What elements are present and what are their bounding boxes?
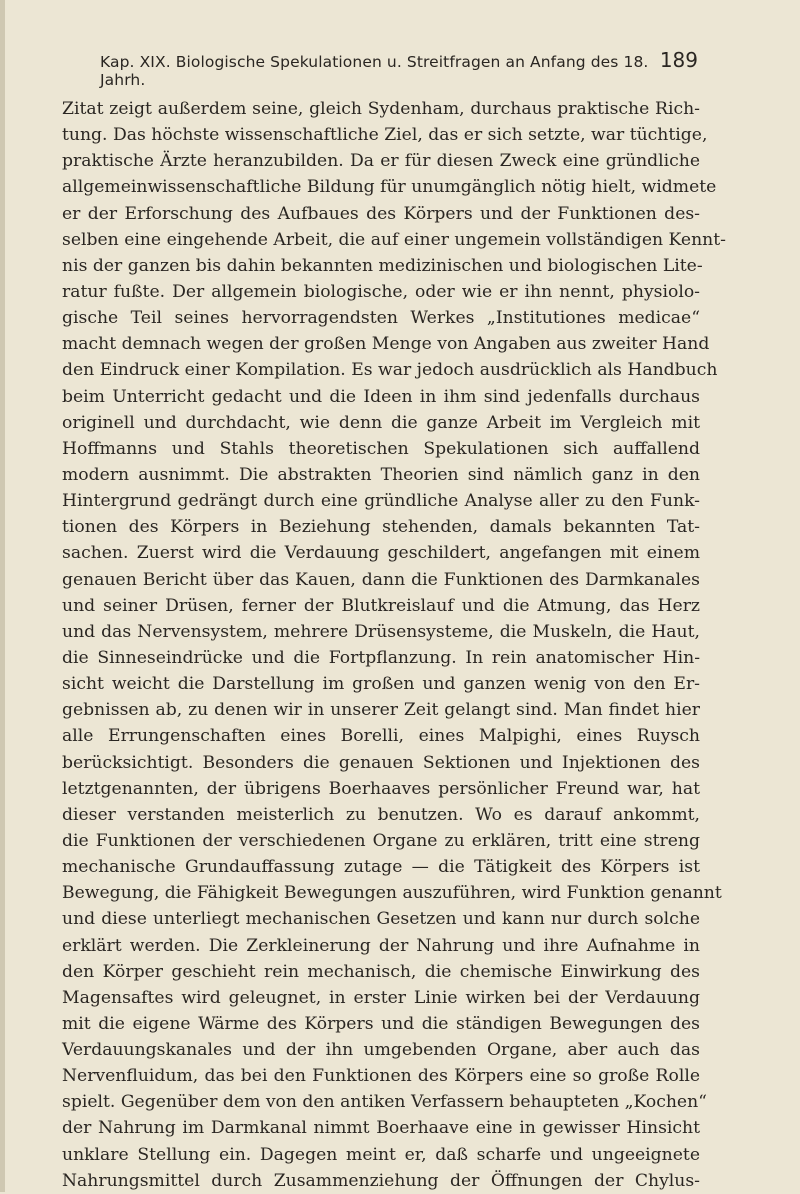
text-line: und das Nervensystem, mehrere Drüsensysteme, die Muskeln, die Haut,	[62, 621, 700, 642]
text-line: die Sinneseindrücke und die Fortpflanzung. In rein anatomischer Hin-	[62, 647, 700, 668]
page-header	[100, 48, 698, 89]
text-line: allgemeinwissenschaftliche Bildung für unumgänglich nötig hielt, widmete	[62, 177, 717, 198]
text-line: beim Unterricht gedacht und die Ideen in ihm sind jedenfalls durchaus	[62, 386, 700, 407]
text-line: dieser verstanden meisterlich zu benutzen. Wo es darauf ankommt,	[62, 804, 700, 825]
page-binding-edge	[0, 0, 5, 1192]
text-line: er der Erforschung des Aufbaues des Körpers und der Funktionen des-	[62, 203, 700, 224]
text-line: der Nahrung im Darmkanal nimmt Boerhaave eine in gewisser Hinsicht	[62, 1118, 700, 1139]
text-line: mechanische Grundauffassung zutage — die Tätigkeit des Körpers ist	[62, 857, 700, 878]
text-line: Nahrungsmittel durch Zusammenziehung der Öffnungen der Chylus-	[62, 1170, 700, 1191]
text-line: originell und durchdacht, wie denn die ganze Arbeit im Vergleich mit	[62, 412, 700, 433]
text-line: die Funktionen der verschiedenen Organe zu erklären, tritt eine streng	[62, 830, 700, 851]
text-line: und seiner Drüsen, ferner der Blutkreislauf und die Atmung, das Herz	[62, 595, 700, 616]
text-line: spielt. Gegenüber dem von den antiken Verfassern behaupteten „Kochen“	[62, 1092, 707, 1113]
page-number: 189	[659, 48, 698, 72]
text-line: den Eindruck einer Kompilation. Es war jedoch ausdrücklich als Handbuch	[62, 360, 718, 381]
text-line: letztgenannten, der übrigens Boerhaaves persönlicher Freund war, hat	[62, 778, 700, 799]
text-line: Verdauungskanales und der ihn umgebenden Organe, aber auch das	[62, 1040, 700, 1061]
text-line: gische Teil seines hervorragendsten Werkes „Institutiones medicae“	[62, 308, 700, 329]
text-line: Zitat zeigt außerdem seine, gleich Sydenham, durchaus praktische Rich-	[62, 99, 700, 119]
text-line: gebnissen ab, zu denen wir in unserer Zeit gelangt sind. Man findet hier	[62, 700, 700, 721]
text-line: mit die eigene Wärme des Körpers und die ständigen Bewegungen des	[62, 1013, 700, 1034]
text-line: Hintergrund gedrängt durch eine gründliche Analyse aller zu den Funk-	[62, 491, 700, 512]
text-line: nis der ganzen bis dahin bekannten medizinischen und biologischen Lite-	[62, 255, 703, 276]
text-line: tung. Das höchste wissenschaftliche Ziel, das er sich setzte, war tüchtige,	[62, 125, 708, 146]
text-line: Magensaftes wird geleugnet, in erster Linie wirken bei der Verdauung	[62, 987, 700, 1008]
text-line: genauen Bericht über das Kauen, dann die Funktionen des Darmkanales	[62, 569, 700, 590]
text-line: Nervenfluidum, das bei den Funktionen des Körpers eine so große Rolle	[62, 1066, 700, 1087]
text-line: modern ausnimmt. Die abstrakten Theorien sind nämlich ganz in den	[62, 464, 700, 485]
text-line: tionen des Körpers in Beziehung stehenden, damals bekannten Tat-	[62, 517, 700, 538]
text-line: alle Errungenschaften eines Borelli, eines Malpighi, eines Ruysch	[62, 726, 700, 747]
running-head: Kap. XIX. Biologische Spekulationen u. Streitfragen an Anfang des 18. Jahrh.	[100, 53, 649, 89]
text-line: berücksichtigt. Besonders die genauen Sektionen und Injektionen des	[62, 752, 700, 773]
text-line: Bewegung, die Fähigkeit Bewegungen auszuführen, wird Funktion genannt	[62, 883, 722, 904]
text-line: erklärt werden. Die Zerkleinerung der Nahrung und ihre Aufnahme in	[62, 935, 700, 956]
text-line: sachen. Zuerst wird die Verdauung geschildert, angefangen mit einem	[62, 543, 700, 564]
text-line: praktische Ärzte heranzubilden. Da er für diesen Zweck eine gründliche	[62, 151, 700, 172]
text-line: sicht weicht die Darstellung im großen und ganzen wenig von den Er-	[62, 674, 700, 695]
body-text	[62, 96, 726, 1194]
text-line: selben eine eingehende Arbeit, die auf einer ungemein vollständigen Kennt-	[62, 229, 726, 250]
text-line: ratur fußte. Der allgemein biologische, oder wie er ihn nennt, physiolo-	[62, 281, 700, 302]
text-line: unklare Stellung ein. Dagegen meint er, daß scharfe und ungeeignete	[62, 1144, 700, 1165]
text-line: Hoffmanns und Stahls theoretischen Spekulationen sich auffallend	[62, 438, 700, 459]
text-line: den Körper geschieht rein mechanisch, die chemische Einwirkung des	[62, 961, 700, 982]
text-line: und diese unterliegt mechanischen Gesetzen und kann nur durch solche	[62, 909, 700, 930]
text-line: macht demnach wegen der großen Menge von Angaben aus zweiter Hand	[62, 334, 710, 355]
